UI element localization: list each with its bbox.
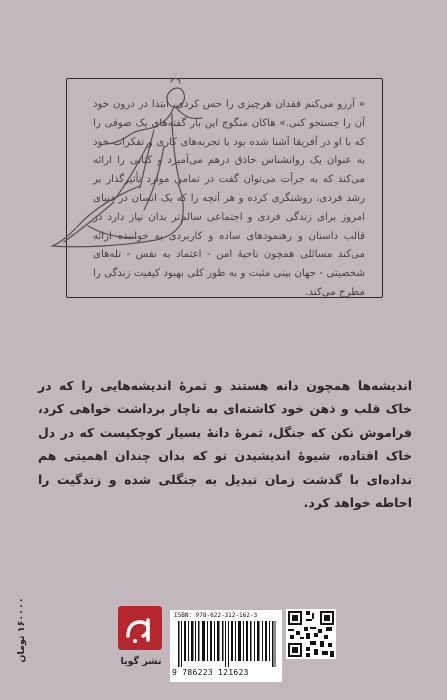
bold-text-block	[38, 374, 412, 514]
barcode-bars	[178, 621, 276, 667]
barcode-icon	[170, 610, 282, 682]
quote-paragraph: « آرزو می‌کنم فقدان هرچیزی را حس کردی، ابتدا در درون خود آن را جستجو کنی.» هاکان منگوچ این بار گفته‌های یک صوفی را که با او در آفریقا آشنا شده بود با تجربه‌های کاری و تفکرات خود به عنوان یک روانشناس حاذق درهم می‌آمیزد و کتابی را ارائه می‌کند که به جرأت می‌توان گفت در تمامی موارد تأثیرگذار بر رشد فردی، روشنگری کرده و هر آنچه را که یک انسان در دنیای امروز برای زندگی فردی و اجتماعی سالم‌تر بدان نیاز دارد در قالب داستان و رهنمودهای ساده و کاربردی به خواننده ارائه می‌کند مسائلی همچون ناحیهٔ امن - اعتماد به نفس - تله‌های شخصیتی - جهان بینی مثبت و به طور کلی بهبود کیفیت زندگی را مطرح می‌کند.	[93, 99, 365, 298]
price-label: ۱۶۰۰۰۰ تومان	[16, 597, 27, 663]
isbn-label: ISBN: 978-622-312-162-3	[174, 612, 258, 619]
barcode-number: 9 786223 121623	[172, 668, 249, 677]
publisher-block	[118, 606, 164, 678]
quote-text-block	[93, 96, 365, 303]
publisher-name: نشر گویا	[120, 656, 162, 667]
publisher-logo-icon	[118, 606, 162, 650]
qr-code-icon	[286, 609, 336, 659]
bold-paragraph: اندیشه‌ها همچون دانه هستند و ثمرهٔ اندیشه‌هایی را که در خاک قلب و ذهن خود کاشته‌ای به ناچار برداشت خواهی کرد، فراموش نکن که جنگل، ثمرهٔ دانهٔ بسیار کوچکیست که در دل خاک افتاده، شیوهٔ اندیشیدن تو که بدان چندان اهمیتی هم نداده‌ای با گذشت زمان تبدیل به جنگلی شده و زندگیت را احاطه خواهد کرد.	[38, 378, 412, 511]
